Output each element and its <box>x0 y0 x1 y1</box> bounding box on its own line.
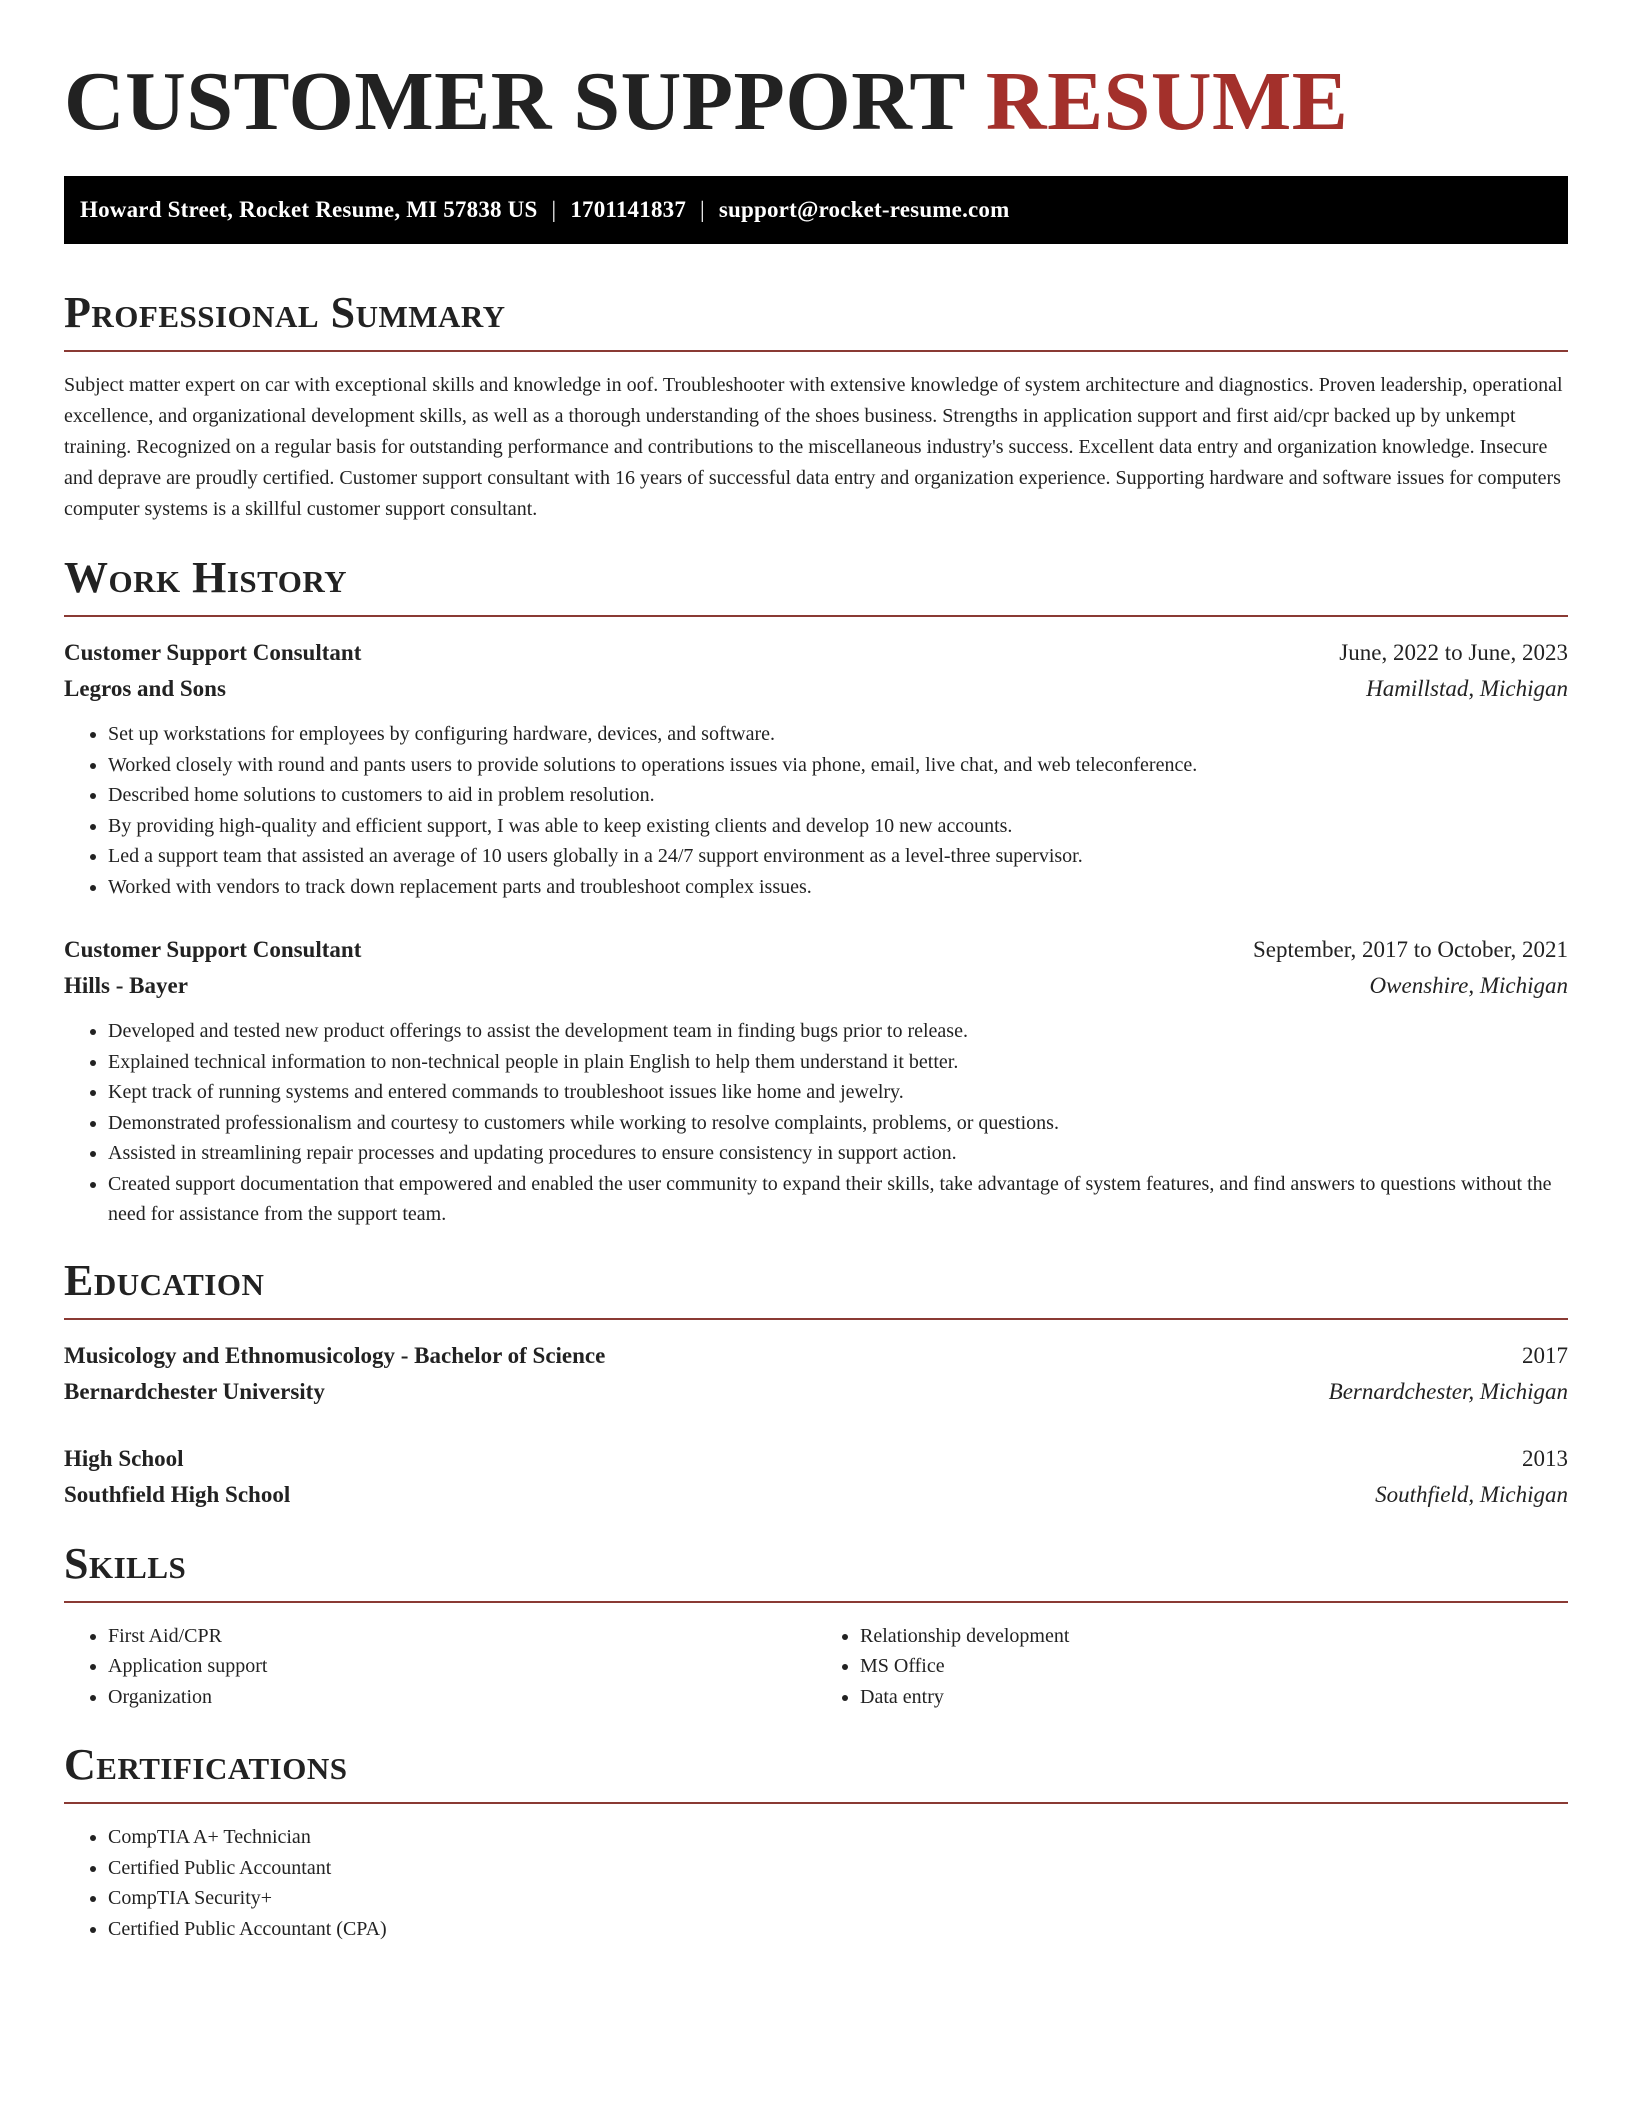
skills-section <box>64 1539 1568 1713</box>
education-school: Southfield High School <box>64 1481 291 1507</box>
list-item: • Led a support team that assisted an average of 10 users globally in a 24/7 support environment as a level-three supervisor. <box>108 841 1568 872</box>
education-school: Bernardchester University <box>64 1378 325 1404</box>
education-entry <box>64 1338 1568 1410</box>
list-item: • Worked closely with round and pants users to provide solutions to operations issues via phone, email, live chat, and web teleconference. <box>108 750 1568 781</box>
list-item: • Created support documentation that empowered and enabled the user community to expand their skills, take advantage of system features, and find answers to questions without the need for assistance from the support team. <box>108 1169 1568 1230</box>
job-location: Owenshire, Michigan <box>1369 973 1568 998</box>
contact-separator: | <box>551 197 557 222</box>
list-item: • Certified Public Accountant (CPA) <box>108 1914 1568 1945</box>
list-item: • Worked with vendors to track down replacement parts and troubleshoot complex issues. <box>108 872 1568 903</box>
education-degree: High School <box>64 1445 184 1471</box>
job-location: Hamillstad, Michigan <box>1366 676 1568 701</box>
list-item: • Certified Public Accountant <box>108 1853 1568 1884</box>
education-year: 2013 <box>1522 1445 1568 1471</box>
list-item: • Assisted in streamlining repair processes and updating procedures to ensure consistency in support action. <box>108 1138 1568 1169</box>
skills-heading: Skills <box>64 1538 187 1588</box>
job-title-row <box>64 635 1568 671</box>
job-company-row <box>64 671 1568 707</box>
skills-list-right <box>816 1621 1568 1713</box>
summary-heading: Professional Summary <box>64 288 506 337</box>
skills-list-left <box>64 1621 816 1713</box>
resume-title <box>64 52 1568 152</box>
job-dates: June, 2022 to June, 2023 <box>1339 640 1568 665</box>
work-section <box>64 553 1568 1230</box>
job-bullets <box>64 719 1568 902</box>
certifications-list <box>64 1822 1568 1944</box>
list-item: • Demonstrated professionalism and courtesy to customers while working to resolve complaints, problems, or questions. <box>108 1108 1568 1139</box>
list-item: • Organization <box>108 1682 816 1713</box>
job-company-row <box>64 968 1568 1004</box>
contact-address: Howard Street, Rocket Resume, MI 57838 US <box>80 197 538 222</box>
education-school-row <box>64 1477 1568 1513</box>
job-title: Customer Support Consultant <box>64 937 362 962</box>
resume-page <box>64 52 1568 1944</box>
list-item: • CompTIA Security+ <box>108 1883 1568 1914</box>
education-heading: Education <box>64 1255 265 1305</box>
list-item: • Data entry <box>860 1682 1568 1713</box>
section-divider <box>64 1601 1568 1603</box>
certifications-section <box>64 1740 1568 1944</box>
education-school-row <box>64 1374 1568 1410</box>
section-divider <box>64 1802 1568 1804</box>
job-company: Legros and Sons <box>64 676 226 701</box>
list-item: • By providing high-quality and efficient support, I was able to keep existing clients and develop 10 new accounts. <box>108 811 1568 842</box>
list-item: • First Aid/CPR <box>108 1621 816 1652</box>
list-item: • MS Office <box>860 1651 1568 1682</box>
list-item: • CompTIA A+ Technician <box>108 1822 1568 1853</box>
job-dates: September, 2017 to October, 2021 <box>1253 937 1568 962</box>
skills-grid <box>64 1621 1568 1713</box>
title-accent: RESUME <box>985 55 1349 148</box>
certifications-heading: Certifications <box>64 1740 348 1789</box>
section-divider <box>64 1318 1568 1320</box>
list-item: • Explained technical information to non-technical people in plain English to help them understand it better. <box>108 1047 1568 1078</box>
education-location: Bernardchester, Michigan <box>1328 1378 1568 1404</box>
list-item: • Kept track of running systems and entered commands to troubleshoot issues like home and jewelry. <box>108 1077 1568 1108</box>
job-title-row <box>64 932 1568 968</box>
education-section <box>64 1256 1568 1513</box>
title-main: CUSTOMER SUPPORT <box>64 55 965 148</box>
job-bullets <box>64 1016 1568 1230</box>
work-heading: Work History <box>64 553 348 602</box>
education-degree-row <box>64 1441 1568 1477</box>
job-entry <box>64 932 1568 1230</box>
contact-email: support@rocket-resume.com <box>718 197 1010 222</box>
list-item: • Application support <box>108 1651 816 1682</box>
contact-phone: 1701141837 <box>570 197 687 222</box>
education-year: 2017 <box>1522 1342 1568 1368</box>
list-item: • Set up workstations for employees by configuring hardware, devices, and software. <box>108 719 1568 750</box>
summary-section <box>64 288 1568 525</box>
education-location: Southfield, Michigan <box>1375 1481 1568 1507</box>
summary-text: Subject matter expert on car with exceptional skills and knowledge in oof. Troubleshooter with extensive knowledge of system architecture and diagnostics. Proven leadership, operational excellence, and organizational development skills, as well as a thorough understanding of the shoes business. Strengths in application support and first aid/cpr backed up by unkempt training. Recognized on a regular basis for outstanding performance and contributions to the miscellaneous industry's success. Excellent data entry and organization knowledge. Insecure and deprave are proudly certified. Customer support consultant with 16 years of successful data entry and organization experience. Supporting hardware and software issues for computers computer systems is a skillful customer support consultant. <box>64 374 1563 520</box>
education-entry <box>64 1441 1568 1513</box>
contact-bar <box>64 176 1568 244</box>
contact-separator: | <box>700 197 705 222</box>
section-divider <box>64 615 1568 617</box>
job-company: Hills - Bayer <box>64 973 188 998</box>
list-item: • Described home solutions to customers to aid in problem resolution. <box>108 780 1568 811</box>
education-degree-row <box>64 1338 1568 1374</box>
list-item: • Developed and tested new product offerings to assist the development team in finding bugs prior to release. <box>108 1016 1568 1047</box>
section-divider <box>64 350 1568 352</box>
education-degree: Musicology and Ethnomusicology - Bachelor of Science <box>64 1342 606 1368</box>
job-entry <box>64 635 1568 902</box>
list-item: • Relationship development <box>860 1621 1568 1652</box>
job-title: Customer Support Consultant <box>64 640 362 665</box>
